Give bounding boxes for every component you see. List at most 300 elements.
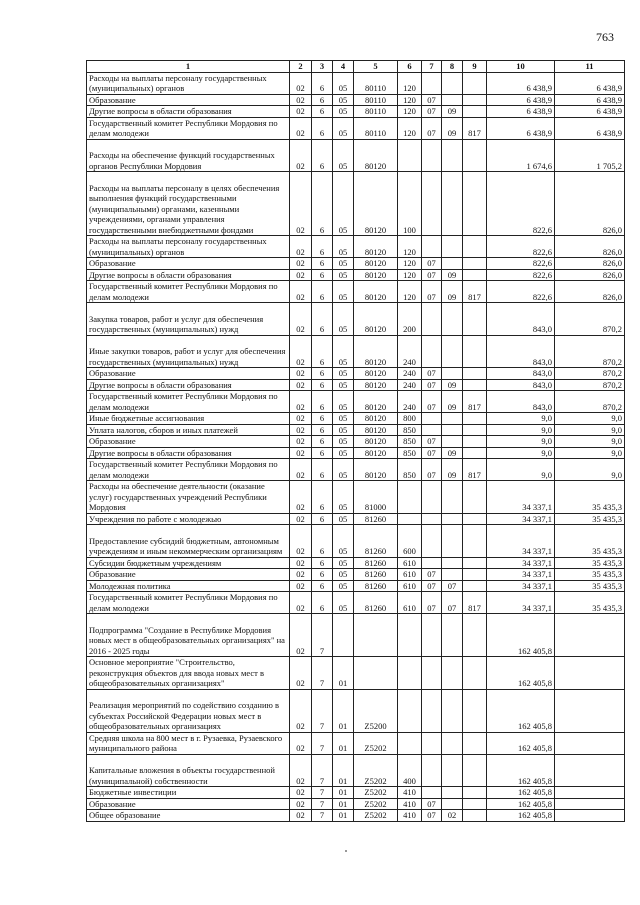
amount-cell: 843,0	[487, 391, 555, 413]
code-cell: 05	[333, 592, 354, 614]
amount-cell: 822,6	[487, 281, 555, 303]
amount-cell: 9,0	[555, 413, 625, 425]
code-cell: 6	[312, 269, 333, 281]
amount-cell: 162 405,8	[487, 787, 555, 799]
amount-cell: 843,0	[487, 379, 555, 391]
code-cell: 200	[398, 303, 422, 336]
table-row	[87, 391, 625, 413]
code-cell: 01	[333, 732, 354, 754]
row-label-cell: Другие вопросы в области образования	[87, 447, 290, 459]
amount-cell: 843,0	[487, 368, 555, 380]
code-cell: 07	[422, 94, 442, 106]
code-cell	[463, 436, 487, 448]
code-cell	[463, 172, 487, 236]
amount-cell: 826,0	[555, 172, 625, 236]
code-cell	[422, 303, 442, 336]
code-cell: 80120	[354, 424, 398, 436]
code-cell	[398, 481, 422, 514]
code-cell	[398, 614, 422, 657]
code-cell: Z5202	[354, 810, 398, 822]
code-cell: 81000	[354, 481, 398, 514]
amount-cell	[555, 810, 625, 822]
code-cell	[463, 798, 487, 810]
code-cell: 6	[312, 569, 333, 581]
code-cell	[422, 335, 442, 368]
code-cell	[463, 732, 487, 754]
code-cell: 07	[422, 368, 442, 380]
code-cell	[463, 513, 487, 525]
code-cell: 6	[312, 481, 333, 514]
code-cell: 02	[290, 172, 312, 236]
code-cell: 7	[312, 754, 333, 787]
code-cell: 02	[290, 335, 312, 368]
amount-cell	[555, 657, 625, 690]
code-cell: 07	[422, 106, 442, 118]
amount-cell: 9,0	[487, 424, 555, 436]
code-cell	[463, 258, 487, 270]
code-cell: 410	[398, 787, 422, 799]
code-cell	[442, 754, 463, 787]
table-header-row	[87, 61, 625, 73]
code-cell	[442, 303, 463, 336]
amount-cell: 6 438,9	[555, 106, 625, 118]
amount-cell: 1 705,2	[555, 139, 625, 172]
code-cell: 05	[333, 258, 354, 270]
row-label-cell: Государственный комитет Республики Мордовия по делам молодежи	[87, 281, 290, 303]
code-cell	[422, 525, 442, 558]
code-cell: Z5202	[354, 787, 398, 799]
code-cell: 817	[463, 117, 487, 139]
code-cell	[422, 787, 442, 799]
code-cell: 400	[398, 754, 422, 787]
table-row	[87, 798, 625, 810]
column-header-1: 1	[87, 61, 290, 73]
amount-cell: 870,2	[555, 335, 625, 368]
amount-cell: 843,0	[487, 303, 555, 336]
code-cell: 7	[312, 657, 333, 690]
code-cell: Z5202	[354, 798, 398, 810]
code-cell: 81260	[354, 557, 398, 569]
budget-table	[86, 60, 625, 822]
code-cell: 610	[398, 592, 422, 614]
code-cell: 02	[290, 447, 312, 459]
code-cell	[422, 139, 442, 172]
code-cell	[442, 72, 463, 94]
row-label-cell: Образование	[87, 94, 290, 106]
code-cell: 610	[398, 580, 422, 592]
code-cell: 240	[398, 368, 422, 380]
code-cell	[442, 732, 463, 754]
code-cell: 02	[290, 689, 312, 732]
code-cell: 05	[333, 72, 354, 94]
code-cell: 7	[312, 798, 333, 810]
code-cell: 02	[290, 754, 312, 787]
amount-cell: 9,0	[555, 447, 625, 459]
code-cell	[442, 424, 463, 436]
row-label-cell: Образование	[87, 569, 290, 581]
code-cell: 6	[312, 117, 333, 139]
code-cell: 07	[422, 459, 442, 481]
code-cell	[442, 614, 463, 657]
amount-cell: 34 337,1	[487, 525, 555, 558]
code-cell: 05	[333, 436, 354, 448]
code-cell	[463, 569, 487, 581]
code-cell: 02	[290, 236, 312, 258]
row-label-cell: Государственный комитет Республики Мордовия по делам молодежи	[87, 592, 290, 614]
code-cell: 80120	[354, 413, 398, 425]
amount-cell	[555, 689, 625, 732]
code-cell: 6	[312, 106, 333, 118]
code-cell	[422, 689, 442, 732]
code-cell: 6	[312, 525, 333, 558]
code-cell: 05	[333, 391, 354, 413]
code-cell: 100	[398, 172, 422, 236]
amount-cell: 826,0	[555, 236, 625, 258]
code-cell: 09	[442, 269, 463, 281]
row-label-cell: Расходы на выплаты персоналу в целях обеспечения выполнения функций государственными (муниципальными) органами, казенными учреждениями, органами управления государственными внебюджетными фондами	[87, 172, 290, 236]
code-cell	[442, 172, 463, 236]
row-label-cell: Субсидии бюджетным учреждениям	[87, 557, 290, 569]
code-cell: 02	[290, 657, 312, 690]
code-cell: 07	[422, 379, 442, 391]
code-cell	[463, 94, 487, 106]
code-cell: 07	[422, 436, 442, 448]
code-cell	[442, 335, 463, 368]
amount-cell: 162 405,8	[487, 798, 555, 810]
code-cell: 240	[398, 335, 422, 368]
code-cell: 05	[333, 94, 354, 106]
code-cell	[442, 657, 463, 690]
row-label-cell: Учреждения по работе с молодежью	[87, 513, 290, 525]
table-row	[87, 172, 625, 236]
amount-cell: 9,0	[555, 459, 625, 481]
code-cell: 6	[312, 258, 333, 270]
code-cell: 80110	[354, 94, 398, 106]
table-row	[87, 303, 625, 336]
row-label-cell: Иные закупки товаров, работ и услуг для обеспечения государственных (муниципальных) нужд	[87, 335, 290, 368]
code-cell: 05	[333, 106, 354, 118]
code-cell: 80120	[354, 258, 398, 270]
code-cell: 81260	[354, 592, 398, 614]
row-label-cell: Образование	[87, 368, 290, 380]
code-cell: 80110	[354, 106, 398, 118]
code-cell	[463, 580, 487, 592]
code-cell: 05	[333, 379, 354, 391]
code-cell: 01	[333, 787, 354, 799]
row-label-cell: Другие вопросы в области образования	[87, 379, 290, 391]
code-cell: 6	[312, 139, 333, 172]
code-cell: 850	[398, 436, 422, 448]
code-cell	[463, 413, 487, 425]
column-header-6: 6	[398, 61, 422, 73]
table-row	[87, 557, 625, 569]
code-cell	[442, 413, 463, 425]
code-cell: 7	[312, 732, 333, 754]
table-row	[87, 787, 625, 799]
code-cell	[422, 657, 442, 690]
code-cell: 05	[333, 459, 354, 481]
code-cell	[422, 72, 442, 94]
code-cell	[398, 513, 422, 525]
code-cell	[463, 269, 487, 281]
code-cell	[398, 139, 422, 172]
amount-cell: 822,6	[487, 172, 555, 236]
code-cell: 09	[442, 391, 463, 413]
code-cell: 7	[312, 810, 333, 822]
amount-cell: 826,0	[555, 269, 625, 281]
code-cell	[398, 732, 422, 754]
code-cell	[422, 424, 442, 436]
amount-cell: 9,0	[487, 436, 555, 448]
code-cell	[463, 614, 487, 657]
code-cell: 80120	[354, 368, 398, 380]
code-cell: 817	[463, 459, 487, 481]
amount-cell: 35 435,3	[555, 481, 625, 514]
column-header-2: 2	[290, 61, 312, 73]
code-cell: 80120	[354, 391, 398, 413]
table-row	[87, 436, 625, 448]
code-cell: 07	[422, 447, 442, 459]
table-row	[87, 72, 625, 94]
table-row	[87, 281, 625, 303]
code-cell: 6	[312, 303, 333, 336]
code-cell: 09	[442, 447, 463, 459]
code-cell: 05	[333, 447, 354, 459]
code-cell: 05	[333, 303, 354, 336]
code-cell	[442, 569, 463, 581]
table-row	[87, 413, 625, 425]
table-row	[87, 732, 625, 754]
code-cell: 02	[290, 569, 312, 581]
amount-cell: 870,2	[555, 368, 625, 380]
amount-cell: 162 405,8	[487, 810, 555, 822]
code-cell: 80120	[354, 459, 398, 481]
column-header-11: 11	[555, 61, 625, 73]
row-label-cell: Другие вопросы в области образования	[87, 106, 290, 118]
table-row	[87, 569, 625, 581]
table-row	[87, 810, 625, 822]
code-cell: 80120	[354, 303, 398, 336]
code-cell	[463, 139, 487, 172]
code-cell: 02	[290, 269, 312, 281]
code-cell: 817	[463, 592, 487, 614]
amount-cell: 6 438,9	[555, 72, 625, 94]
amount-cell: 35 435,3	[555, 525, 625, 558]
code-cell	[422, 754, 442, 787]
code-cell: 6	[312, 368, 333, 380]
row-label-cell: Закупка товаров, работ и услуг для обеспечения государственных (муниципальных) нужд	[87, 303, 290, 336]
code-cell: 02	[290, 810, 312, 822]
code-cell	[463, 106, 487, 118]
column-header-3: 3	[312, 61, 333, 73]
amount-cell: 162 405,8	[487, 689, 555, 732]
code-cell: 6	[312, 379, 333, 391]
code-cell: 01	[333, 657, 354, 690]
code-cell: 02	[290, 513, 312, 525]
amount-cell: 34 337,1	[487, 481, 555, 514]
code-cell: 02	[290, 592, 312, 614]
row-label-cell: Расходы на обеспечение функций государственных органов Республики Мордовия	[87, 139, 290, 172]
column-header-7: 7	[422, 61, 442, 73]
code-cell: 07	[422, 810, 442, 822]
amount-cell: 35 435,3	[555, 557, 625, 569]
code-cell	[442, 368, 463, 380]
code-cell	[463, 525, 487, 558]
code-cell: 02	[290, 732, 312, 754]
code-cell	[463, 447, 487, 459]
table-row	[87, 269, 625, 281]
code-cell: 02	[290, 481, 312, 514]
amount-cell: 162 405,8	[487, 614, 555, 657]
code-cell: 05	[333, 281, 354, 303]
amount-cell: 9,0	[487, 413, 555, 425]
amount-cell: 1 674,6	[487, 139, 555, 172]
table-row	[87, 447, 625, 459]
code-cell: 02	[290, 413, 312, 425]
code-cell	[463, 810, 487, 822]
code-cell: Z5202	[354, 754, 398, 787]
code-cell: 120	[398, 106, 422, 118]
amount-cell: 34 337,1	[487, 513, 555, 525]
code-cell: 02	[290, 72, 312, 94]
column-header-8: 8	[442, 61, 463, 73]
code-cell	[463, 379, 487, 391]
code-cell	[463, 424, 487, 436]
code-cell: 07	[422, 258, 442, 270]
code-cell	[422, 413, 442, 425]
row-label-cell: Расходы на выплаты персоналу государственных (муниципальных) органов	[87, 72, 290, 94]
code-cell: 7	[312, 787, 333, 799]
code-cell: 6	[312, 335, 333, 368]
amount-cell: 34 337,1	[487, 569, 555, 581]
amount-cell: 162 405,8	[487, 732, 555, 754]
code-cell: 02	[290, 117, 312, 139]
code-cell: 6	[312, 580, 333, 592]
code-cell: 6	[312, 459, 333, 481]
code-cell: 80120	[354, 172, 398, 236]
code-cell	[442, 557, 463, 569]
amount-cell: 6 438,9	[555, 117, 625, 139]
code-cell: 09	[442, 379, 463, 391]
code-cell: 850	[398, 447, 422, 459]
table-row	[87, 657, 625, 690]
amount-cell: 162 405,8	[487, 754, 555, 787]
code-cell: 81260	[354, 580, 398, 592]
code-cell	[442, 139, 463, 172]
code-cell	[422, 236, 442, 258]
amount-cell: 826,0	[555, 258, 625, 270]
amount-cell: 35 435,3	[555, 592, 625, 614]
amount-cell: 6 438,9	[487, 72, 555, 94]
code-cell: 05	[333, 335, 354, 368]
code-cell: 02	[290, 94, 312, 106]
code-cell: 80110	[354, 117, 398, 139]
code-cell	[422, 172, 442, 236]
code-cell: 02	[290, 379, 312, 391]
amount-cell: 6 438,9	[487, 117, 555, 139]
code-cell: 120	[398, 269, 422, 281]
code-cell	[354, 657, 398, 690]
code-cell: 120	[398, 236, 422, 258]
code-cell: 05	[333, 368, 354, 380]
row-label-cell: Средняя школа на 800 мест в г. Рузаевка, Рузаевского муниципального района	[87, 732, 290, 754]
code-cell: 02	[290, 436, 312, 448]
amount-cell: 870,2	[555, 303, 625, 336]
table-row	[87, 459, 625, 481]
amount-cell	[555, 754, 625, 787]
code-cell: 6	[312, 94, 333, 106]
amount-cell	[555, 787, 625, 799]
amount-cell: 35 435,3	[555, 513, 625, 525]
code-cell: 02	[290, 459, 312, 481]
code-cell	[463, 754, 487, 787]
row-label-cell: Расходы на выплаты персоналу государственных (муниципальных) органов	[87, 236, 290, 258]
code-cell: 80120	[354, 447, 398, 459]
amount-cell: 822,6	[487, 269, 555, 281]
table-row	[87, 481, 625, 514]
code-cell: 02	[290, 303, 312, 336]
code-cell	[422, 557, 442, 569]
code-cell	[463, 236, 487, 258]
amount-cell: 6 438,9	[487, 106, 555, 118]
code-cell: 6	[312, 172, 333, 236]
scan-speck	[345, 850, 347, 852]
code-cell	[463, 335, 487, 368]
code-cell	[398, 657, 422, 690]
code-cell: 850	[398, 459, 422, 481]
code-cell: 80120	[354, 335, 398, 368]
code-cell: 80120	[354, 139, 398, 172]
amount-cell: 9,0	[555, 424, 625, 436]
code-cell	[463, 787, 487, 799]
code-cell: 09	[442, 281, 463, 303]
code-cell	[463, 368, 487, 380]
row-label-cell: Образование	[87, 798, 290, 810]
code-cell: 07	[442, 592, 463, 614]
code-cell: 07	[422, 569, 442, 581]
code-cell: 410	[398, 810, 422, 822]
code-cell	[422, 732, 442, 754]
code-cell: 610	[398, 557, 422, 569]
row-label-cell: Предоставление субсидий бюджетным, автономным учреждениям и иным некоммерческим организациям	[87, 525, 290, 558]
row-label-cell: Государственный комитет Республики Мордовия по делам молодежи	[87, 117, 290, 139]
code-cell: 02	[290, 787, 312, 799]
code-cell	[422, 614, 442, 657]
row-label-cell: Общее образование	[87, 810, 290, 822]
table-row	[87, 754, 625, 787]
row-label-cell: Иные бюджетные ассигнования	[87, 413, 290, 425]
code-cell: 240	[398, 379, 422, 391]
code-cell: 850	[398, 424, 422, 436]
code-cell: 07	[422, 580, 442, 592]
code-cell: 6	[312, 424, 333, 436]
code-cell: Z5202	[354, 732, 398, 754]
table-row	[87, 513, 625, 525]
code-cell	[442, 436, 463, 448]
code-cell: 02	[290, 798, 312, 810]
code-cell: 80120	[354, 236, 398, 258]
amount-cell: 35 435,3	[555, 580, 625, 592]
code-cell: 6	[312, 447, 333, 459]
table-row	[87, 379, 625, 391]
page-number: 763	[596, 30, 614, 44]
code-cell: 02	[290, 258, 312, 270]
code-cell: 80110	[354, 72, 398, 94]
table-row	[87, 614, 625, 657]
row-label-cell: Основное мероприятие "Строительство, реконструкция объектов для ввода новых мест в общеобразовательных организациях"	[87, 657, 290, 690]
code-cell: 05	[333, 117, 354, 139]
code-cell: 01	[333, 754, 354, 787]
